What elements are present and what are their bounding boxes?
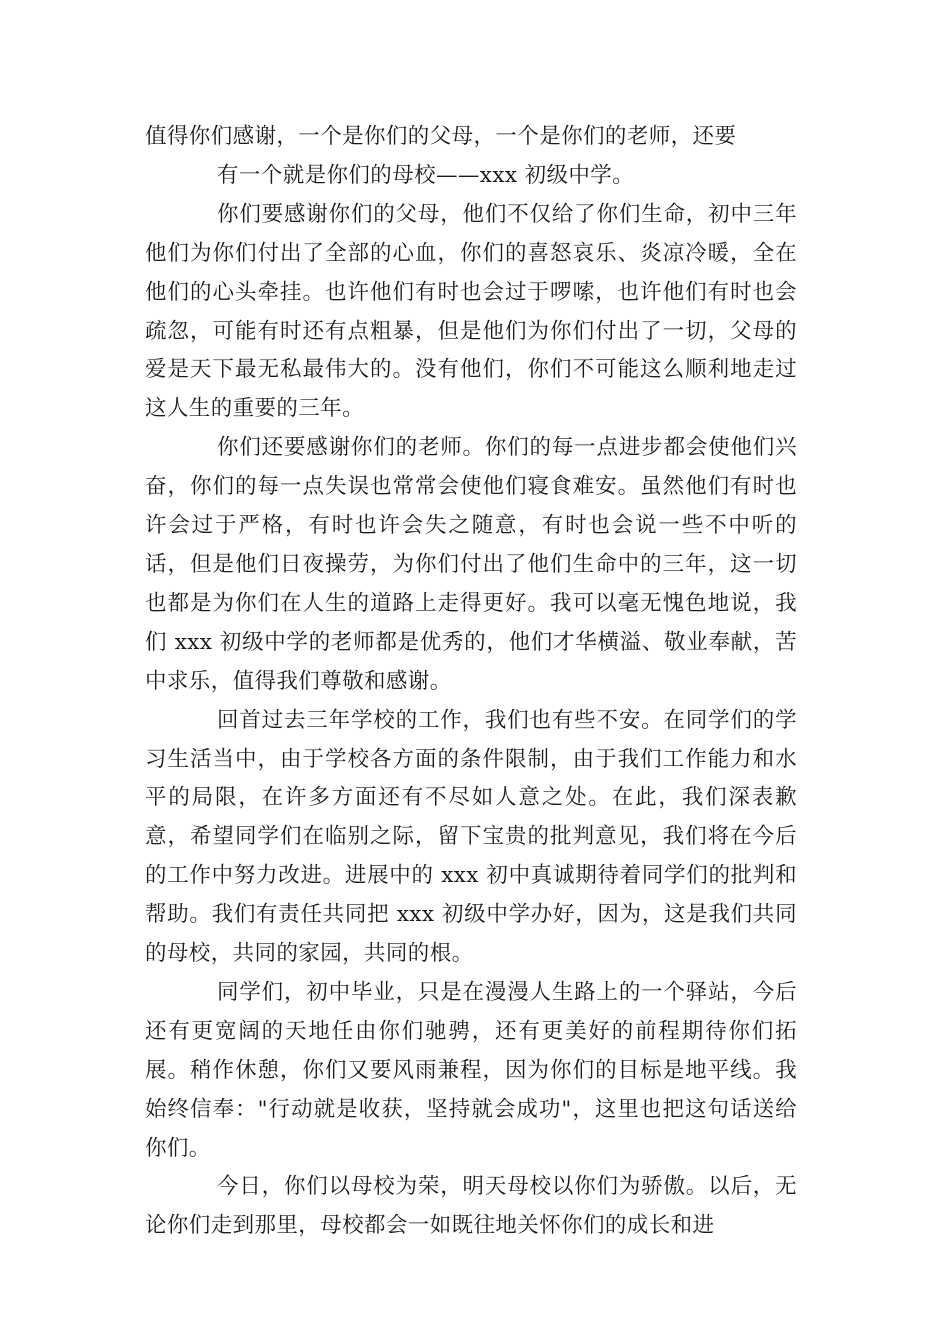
- paragraph-journey: 同学们，初中毕业，只是在漫漫人生路上的一个驿站，今后还有更宽阔的天地任由你们驰骋，还有更美好的前程期待你们拓展。稍作休憩，你们又要风雨兼程，因为你们的目标是地平线。我始终信奉："行动就是收获，坚持就会成功"，这里也把这句话送给你们。: [145, 979, 797, 1161]
- paragraph-school: 有一个就是你们的母校——xxx 初级中学。: [217, 162, 635, 188]
- paragraph-continuation: 值得你们感谢，一个是你们的父母，一个是你们的老师，还要: [145, 124, 737, 149]
- paragraph-review: 回首过去三年学校的工作，我们也有些不安。在同学们的学习生活当中，由于学校各方面的条件限制，由于我们工作能力和水平的局限，在许多方面还有不尽如人意之处。在此，我们深表歉意，希望同学们在临别之际，留下宝贵的批判意见，我们将在今后的工作中努力改进。进展中的 xxx 初中真诚期待着同学们的批判和帮助。我们有责任共同把 xxx 初级中学办好，因为，这是我们共同的母校，共同的家园，共同的根。: [145, 707, 797, 967]
- paragraph-pride: 今日，你们以母校为荣，明天母校以你们为骄傲。以后，无论你们走到那里，母校都会一如既往地关怀你们的成长和进: [145, 1174, 797, 1239]
- document-body: [145, 118, 797, 1246]
- paragraph-parents: 你们要感谢你们的父母，他们不仅给了你们生命，初中三年他们为你们付出了全部的心血，你们的喜怒哀乐、炎凉冷暖，全在他们的心头牵挂。也许他们有时也会过于啰嗦，也许他们有时也会疏忽，可能有时还有点粗暴，但是他们为你们付出了一切，父母的爱是天下最无私最伟大的。没有他们，你们不可能这么顺利地走过这人生的重要的三年。: [145, 201, 797, 422]
- paragraph-teachers: 你们还要感谢你们的老师。你们的每一点进步都会使他们兴奋，你们的每一点失误也常常会使他们寝食难安。虽然他们有时也许会过于严格，有时也许会失之随意，有时也会说一些不中听的话，但是他们日夜操劳，为你们付出了他们生命中的三年，这一切也都是为你们在人生的道路上走得更好。我可以毫无愧色地说，我们 xxx 初级中学的老师都是优秀的，他们才华横溢、敬业奉献，苦中求乐，值得我们尊敬和感谢。: [145, 435, 797, 694]
